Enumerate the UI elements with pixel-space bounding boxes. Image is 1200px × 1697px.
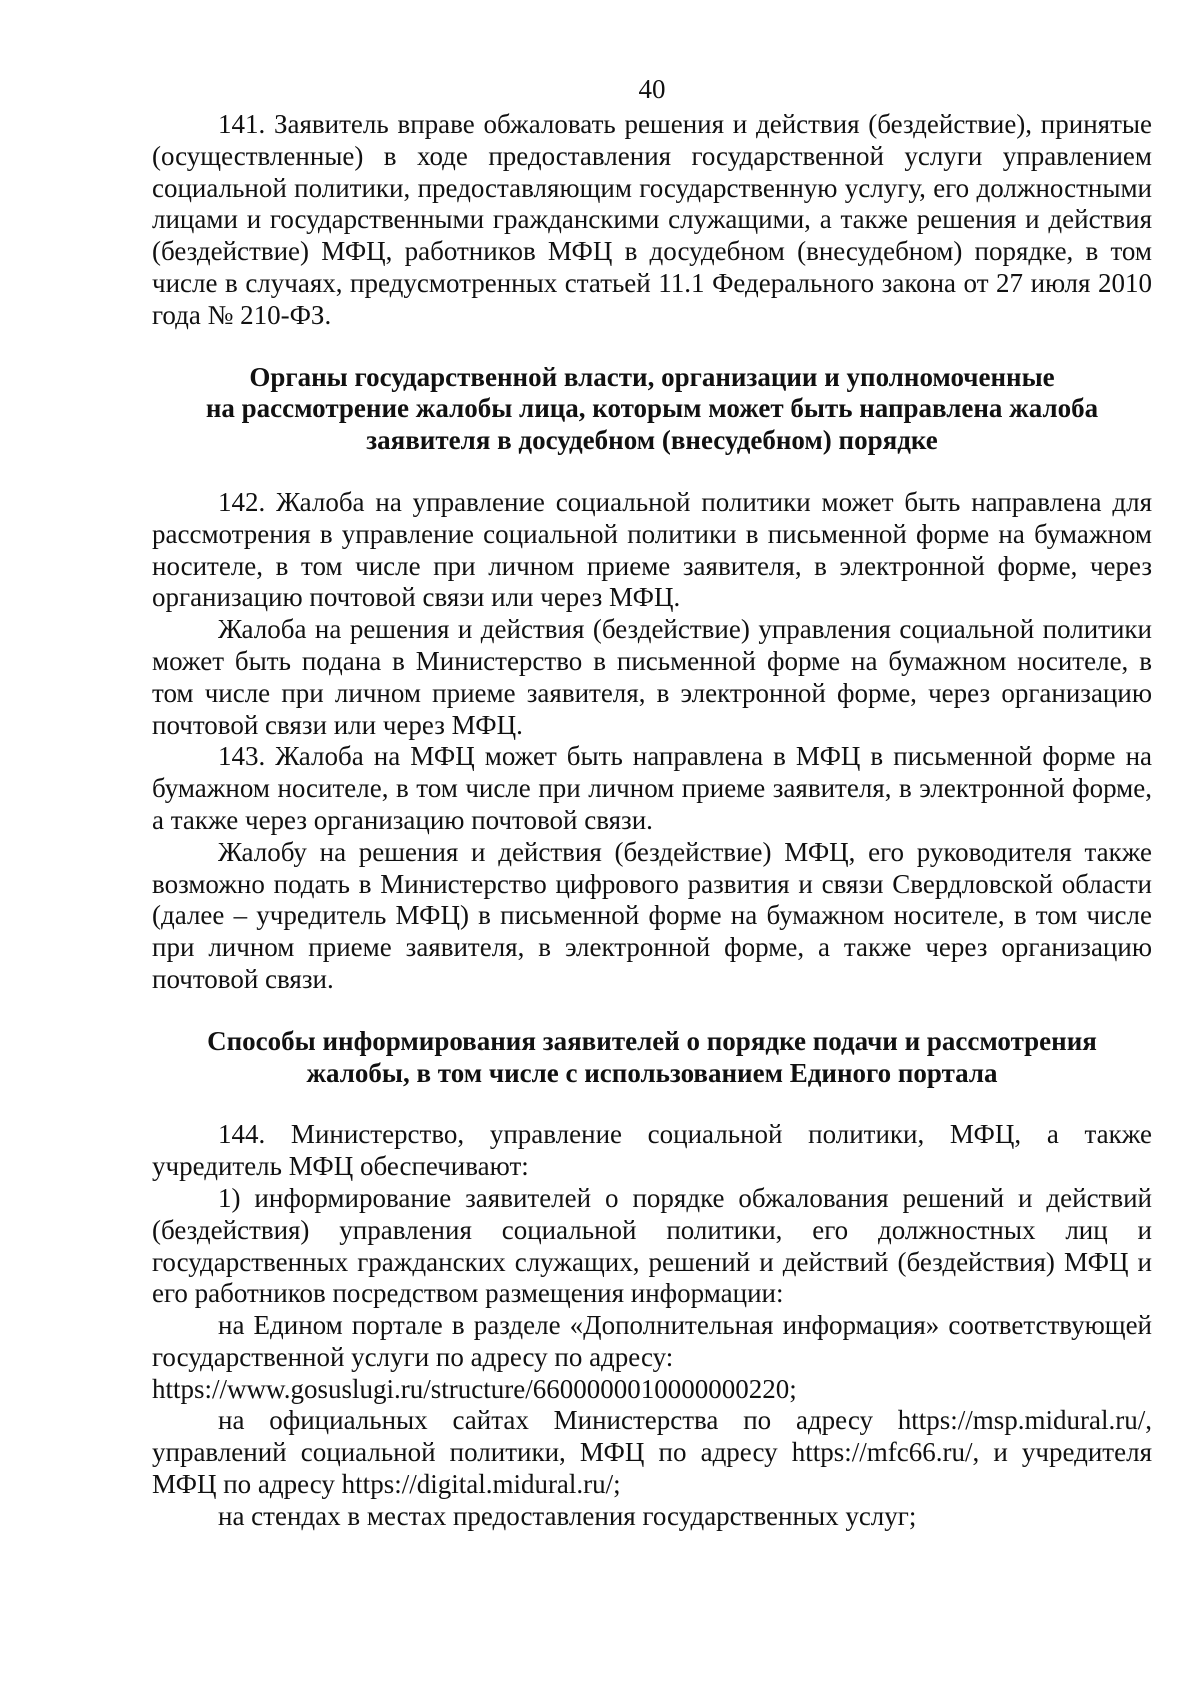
paragraph-144: 144. Министерство, управление социальной политики, МФЦ, а также учредитель МФЦ обеспечивают: (152, 1119, 1152, 1182)
paragraph-143: 143. Жалоба на МФЦ может быть направлена в МФЦ в письменной форме на бумажном носителе, в том числе при личном приеме заявителя, в электронной форме, а также через организацию почтовой связи. (152, 741, 1152, 835)
paragraph-144-item-1: 1) информирование заявителей о порядке обжалования решений и действий (бездействия) управления социальной политики, его должностных лиц и государственных гражданских служащих, решений и действий (бездействия) МФЦ и его работников посредством размещения информации: (152, 1182, 1152, 1309)
section-heading-informing-methods (152, 1026, 1152, 1090)
document-page (152, 72, 1152, 1533)
paragraph-143-founder: Жалобу на решения и действия (бездействие) МФЦ, его руководителя также возможно подать в Министерство цифрового развития и связи Свердловской области (далее – учредитель МФЦ) в письменной форме на бумажном носителе, в том числе при личном приеме заявителя, в электронной форме, а также через организацию почтовой связи. (152, 836, 1152, 994)
heading-line: на рассмотрение жалобы лица, которым может быть направлена жалоба (205, 393, 1099, 424)
paragraph-142: 142. Жалоба на управление социальной политики может быть направлена для рассмотрения в управление социальной политики в письменной форме на бумажном носителе, в том числе при личном приеме заявителя, в электронной форме, через организацию почтовой связи или через МФЦ. (152, 486, 1152, 613)
page-number: 40 (638, 74, 666, 104)
paragraph-141: 141. Заявитель вправе обжаловать решения и действия (бездействие), принятые (осуществленные) в ходе предоставления государственной услуги управлением социальной политики, предоставляющим государственную услугу, его должностными лицами и государственными гражданскими служащими, а также решения и действия (бездействие) МФЦ, работников МФЦ в досудебном (внесудебном) порядке, в том числе в случаях, предусмотренных статьей 11.1 Федерального закона от 27 июля 2010 года № 210-ФЗ. (152, 109, 1152, 330)
heading-line: Способы информирования заявителей о порядке подачи и рассмотрения (207, 1025, 1097, 1056)
paragraph-websites: на официальных сайтах Министерства по адресу https://msp.midural.ru/, управлений социальной политики, МФЦ по адресу https://mfc66.ru/, и учредителя МФЦ по адресу https://digital.midural.ru/; (152, 1405, 1152, 1500)
heading-line: Органы государственной власти, организации и уполномоченные (249, 361, 1055, 392)
paragraph-portal: на Едином портале в разделе «Дополнительная информация» соответствующей государственной услуги по адресу по адресу: (152, 1310, 1152, 1372)
paragraph-142-ministry: Жалоба на решения и действия (бездействие) управления социальной политики может быть подана в Министерство в письменной форме на бумажном носителе, в том числе при личном приеме заявителя, в электронной форме, через организацию почтовой связи или через МФЦ. (152, 614, 1152, 740)
section-heading-complaint-bodies (152, 362, 1152, 457)
portal-url: https://www.gosuslugi.ru/structure/6600000010000000220; (152, 1373, 797, 1404)
heading-line: заявителя в досудебном (внесудебном) порядке (366, 425, 938, 456)
heading-line: жалобы, в том числе с использованием Единого портала (306, 1057, 998, 1088)
paragraph-stands: на стендах в местах предоставления государственных услуг; (218, 1500, 917, 1531)
